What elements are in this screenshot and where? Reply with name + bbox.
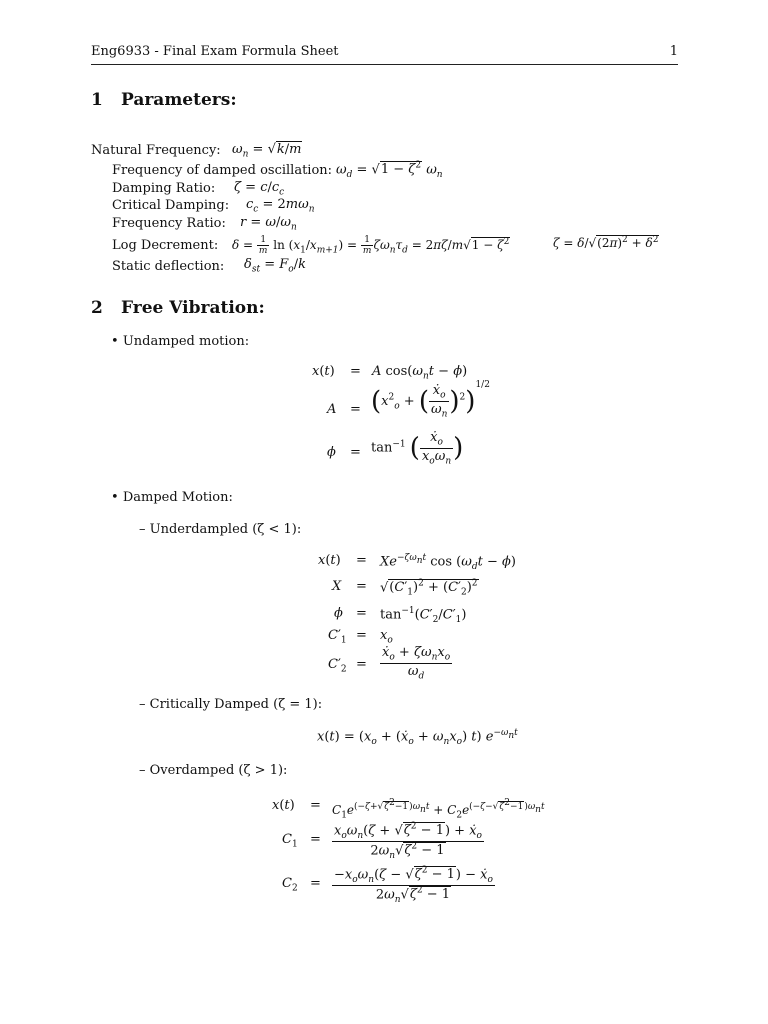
underdamped-eq-X: X = $√(C'_1)^2 + (C'_2)^2$ (332, 579, 478, 598)
underdamped-label: Underdampled (ζ < 1): (149, 522, 302, 537)
log-decrement-formula: δ = $\frac{1}{m}$ $\ln (x_1/x_{m+1})$ = $\frac{1}{m}$ $\zeta\omega_n\tau_d = 2\pi\zeta/m√1 - \zeta^2$ (232, 235, 510, 256)
undamped-eq-x: x(t) = A $\cos(\omega_nt - \phi)$ (312, 364, 468, 382)
bullet-icon: • (111, 490, 119, 505)
static-deflection-label: Static deflection: (112, 259, 225, 274)
undamped-bullet (111, 334, 249, 349)
dash-icon: – (139, 522, 146, 537)
dash-icon: – (139, 763, 146, 778)
frequency-ratio-label: Frequency Ratio: (112, 216, 226, 231)
section-1-title: Parameters: (121, 90, 237, 110)
section-2-title: Free Vibration: (121, 298, 265, 318)
damping-ratio-label: Damping Ratio: (112, 181, 216, 196)
underdamped-eq-c1: $C'_1$ = $x_o$ (328, 628, 393, 646)
critical-damping-formula: $c_c = 2m\omega_n$ (246, 197, 315, 215)
section-2-number: 2 (91, 298, 103, 318)
critically-damped-eq: $x(t) = (x_o$ + (ẋ$_o$ + $\omega_nx_o$) t) $e^{-\omega_nt}$ (317, 728, 518, 747)
overdamped-eq-x: x(t) = $C_1e^{(-\zeta+√\zeta^2-1)\omega_nt} + C_2e^{(-\zeta-√\zeta^2-1)\omega_nt}$ (272, 798, 545, 821)
damping-ratio-formula: $\zeta = c/c_c$ (234, 180, 285, 198)
damped-label: Damped Motion: (122, 490, 233, 505)
page-number: 1 (669, 44, 678, 59)
dash-icon: – (139, 697, 146, 712)
natural-frequency-label: Natural Frequency: (91, 143, 221, 158)
damped-bullet (111, 490, 233, 505)
underdamped-item (139, 522, 301, 537)
log-decrement-label: Log Decrement: (112, 238, 219, 253)
critically-damped-label: Critically Damped (ζ = 1): (149, 697, 323, 712)
frequency-ratio-formula: $r = \omega/\omega_n$ (240, 215, 297, 233)
formula-sheet-page: Eng6933 - Final Exam Formula Sheet 1 1 Parameters: Natural Frequency: $\omega_n = √k/m$ Frequency of damped oscillation: $\omega_d = √1 - \zeta^2$ $\omega_n$ Damping Ratio: $\zeta = c/c_c$ Critical Damping: $c_c = 2m\omega_n$ Frequency Ratio: $r = \omega/\omega_n$ Log Decrement: δ = $\frac{1}{m}$ $\ln (x_1/x_{m+1})$ = $\frac{1}{m}$ $\zeta\omega_n\tau_d = 2\pi\zeta/m√1 - \zeta^2$ $\zeta = \delta/√(2\pi)^2 + \delta^2$ Static deflection: $\delta_{st} = F_o/k$ 2 Free Vibration: • Undamped motion: x(t) = A $\cos(\omega_nt - \phi)$ A = ($x^2_o$ + ( $\frac{ẋ_o}{\omega_n}$ )$^2$)$^{1/2}$ ϕ = $\tan^{-1}$ ( $\frac{ẋ_o}{x_o\omega_n}$ ) • Damped Motion: – Underdampled (ζ < 1): x(t) = $Xe^{-\zeta\omega_nt}$ $\cos (\omega_dt - \phi)$ X = $√(C'_1)^2 + (C'_2)^2$ ϕ = $\tan^{-1}(C'_2/C'_1)$ $C'_1$ = $x_o$ $C'_2$ = $\frac{ẋ_o + \zeta\omega_nx_o}{\omega_d}$ – Critically Damped (ζ = 1): $x(t) = (x_o$ + (ẋ$_o$ + $\omega_nx_o$) t) $e^{-\omega_nt}$ – Overdamped (ζ > 1): x(t) = $C_1e^{(-\zeta+√\zeta^2-1)\omega_nt} + C_2e^{(-\zeta-√\zeta^2-1)\omega_nt}$ $C_1$ = $\frac{x_o\omega_n(\zeta + √\zeta^2 - 1) + ẋ_o}{2\omega_n√\zeta^2 - 1}$ $C_2$ = $\frac{-x_o\omega_n(\zeta - √\zeta^2 - 1) - ẋ_o}{2\omega_n√\zeta^2 - 1}$ (0, 0, 768, 1024)
section-1-heading (91, 90, 237, 110)
overdamped-item (139, 763, 287, 778)
damped-frequency-formula: $\omega_d = √1 - \zeta^2$ $\omega_n$ (336, 161, 443, 180)
underdamped-eq-phase: ϕ = $\tan^{-1}(C'_2/C'_1)$ (334, 606, 467, 625)
section-2-heading (91, 298, 265, 318)
zeta-from-delta-formula: $\zeta = \delta/√(2\pi)^2 + \delta^2$ (553, 235, 659, 250)
bullet-icon: • (111, 334, 119, 349)
running-header (91, 44, 678, 65)
underdamped-eq-x: x(t) = $Xe^{-\zeta\omega_nt}$ $\cos (\omega_dt - \phi)$ (318, 553, 516, 572)
header-title: Eng6933 - Final Exam Formula Sheet (91, 44, 339, 59)
critically-damped-item (139, 697, 322, 712)
overdamped-label: Overdamped (ζ > 1): (149, 763, 288, 778)
natural-frequency-formula: $\omega_n = √k/m$ (232, 142, 302, 160)
undamped-label: Undamped motion: (122, 334, 250, 349)
damped-frequency-label: Frequency of damped oscillation: (112, 163, 333, 178)
section-1-number: 1 (91, 90, 103, 110)
critical-damping-label: Critical Damping: (112, 198, 230, 213)
static-deflection-formula: $\delta_{st} = F_o/k$ (244, 257, 306, 275)
